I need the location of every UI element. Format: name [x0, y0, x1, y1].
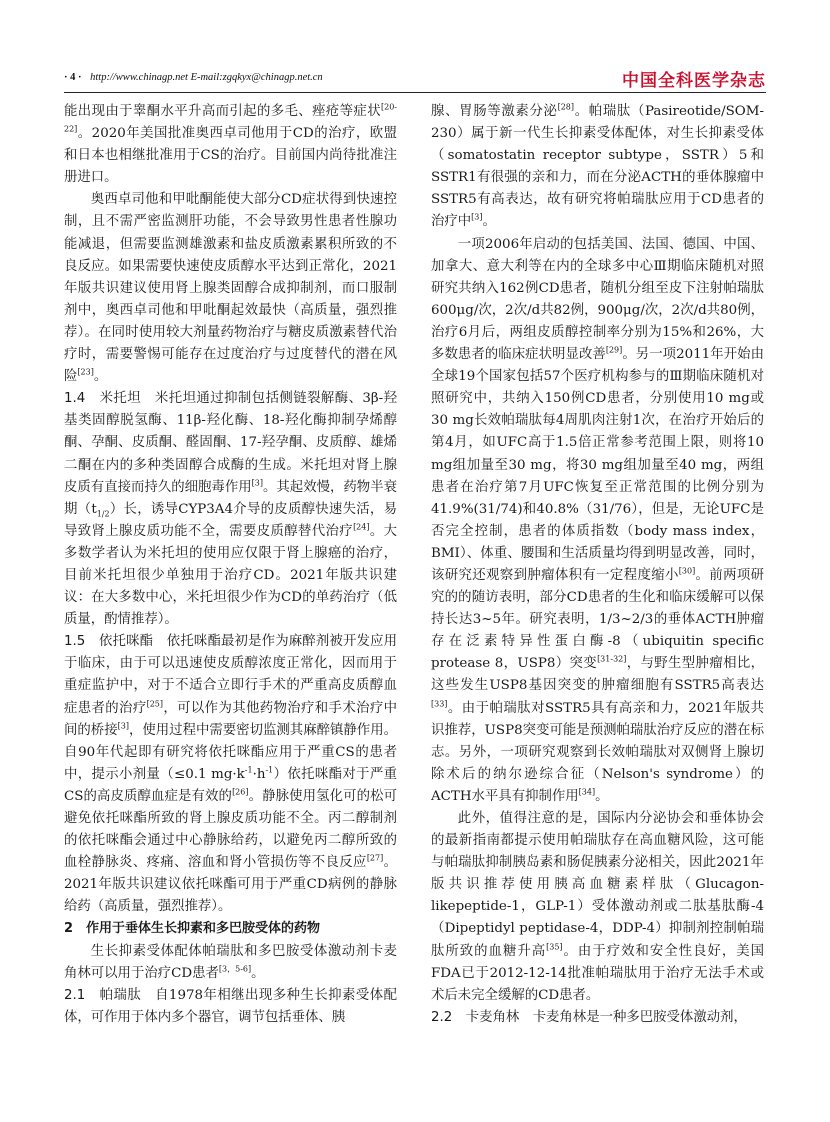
citation: [27] [366, 853, 384, 863]
paragraph: 能出现由于睾酮水平升高而引起的多毛、痤疮等症状[20-22]。2020年美国批准奥西卓司他用于CD的治疗，欧盟和日本也相继批准用于CS的治疗。目前国内尚待批准注册进口。 [64, 102, 397, 186]
section-1-4: 1.4 米托坦 米托坦通过抑制包括侧链裂解酶、3β-羟基类固醇脱氢酶、11β-羟化酶、18-羟化酶抑制孕烯醇酮、孕酮、皮质酮、醛固酮、17-羟孕酮、皮质醇、雄烯二酮在内的多种类固醇合成酶的生成。米托坦对肾上腺皮质有直接而持久的细胞毒作用[3]。其起效慢，药物半衰期$(t_{1/2})$长，诱导CYP3A4介导的皮质醇快速失活，易导致肾上腺皮质功能不全，需要皮质醇替代治疗[24]。大多数学者认为米托坦的使用应仅限于肾上腺癌的治疗，目前米托坦很少单独用于治疗CD。2021年版共识建议：在大多数中心，米托坦很少作为CD的单药治疗（低质量，酌情推荐）。 [64, 391, 398, 628]
section-label: 1.5 依托咪酯 [64, 634, 154, 650]
section-2-2: 2.2 卡麦角林 卡麦角林是一种多巴胺受体激动剂， [431, 1009, 747, 1025]
section-label: 1.4 米托坦 [64, 391, 142, 407]
section-label: 2.1 帕瑞肽 [64, 987, 142, 1003]
journal-url[interactable]: http://www.chinagp.net E-mail:zgqkyx@chinagp.net.cn [90, 72, 323, 83]
section-label: 2.2 卡麦角林 [431, 1009, 520, 1025]
paragraph: 奥西卓司他和甲吡酮能使大部分CD症状得到快速控制，且不需严密监测肝功能，不会导致男性患者性腺功能减退，但需要监测雄激素和盐皮质激素累积所致的不良反应。如果需要快速使皮质醇水平达到正常化，2021年版共识建议使用肾上腺类固醇合成抑制剂，而口服制剂中，奥西卓司他和甲吡酮起效最快（高质量，强烈推荐）。在同时使用较大剂量药物治疗与糖皮质激素替代治疗时，需要警惕可能存在过度治疗与过度替代的潜在风险[23]。 [64, 192, 397, 385]
citation: [3] [251, 478, 263, 488]
citation: [3，5-6] [218, 964, 252, 974]
citation: [28] [557, 102, 575, 112]
left-column [64, 101, 397, 1029]
section-2-heading: 2 作用于垂体生长抑素和多巴胺受体的药物 [64, 921, 321, 937]
citation: [34] [578, 787, 596, 797]
citation: [25] [146, 699, 164, 709]
paragraph: 此外，值得注意的是，国际内分泌协会和垂体协会的最新指南都提示使用帕瑞肽存在高血糖风险，这可能与帕瑞肽抑制胰岛素和肠促胰素分泌相关，因此2021年版共识推荐使用胰高血糖素样肽（Glucagon-likepeptide-1，GLP-1）受体激动剂或二肽基肽酶-4（Dipeptidyl peptidase-4，DDP-4）抑制剂控制帕瑞肽所致的血糖升高[35]。由于疗效和安全性良好，美国FDA已于2012-12-14批准帕瑞肽用于治疗无法手术或术后未完全缓解的CD患者。 [431, 811, 765, 1003]
paragraph: 一项2006年启动的包括美国、法国、德国、中国、加拿大、意大利等在内的全球多中心Ⅲ期临床随机对照研究共纳入162例CD患者，随机分组至皮下注射帕瑞肽600μg/次，2次/d共82例，900μg/次，2次/d共80例，治疗6月后，两组皮质醇控制率分别为15%和26%，大多数患者的临床症状明显改善[29]。另一项2011年开始由全球19个国家包括57个医疗机构参与的Ⅲ期临床随机对照研究中，共纳入150例CD患者，分别使用10 mg或30 mg长效帕瑞肽每4周肌肉注射1次，在治疗开始后的第4月，如UFC高于1.5倍正常参考范围上限，则将10 mg组加量至30 mg，将30 mg组加量至40 mg，两组患者在治疗第7月UFC恢复至正常范围的比例分别为41.9%(31/74)和40.8%（31/76），但是，无论UFC是否完全控制，患者的体质指数（body mass index，BMI）、体重、腰围和生活质量均得到明显改善，同时，该研究还观察到肿瘤体积有一定程度缩小[30]。前两项研究的的随访表明，部分CD患者的生化和临床缓解可以保持长达3~5年。研究表明，1/3~2/3的垂体ACTH肿瘤存在泛素特异性蛋白酶-8（ubiquitin specific protease 8，USP8）突变[31-32]，与野生型肿瘤相比，这些发生USP8基因突变的肿瘤细胞有SSTR5高表达[33]。由于帕瑞肽对SSTR5具有高亲和力，2021年版共识推荐，USP8突变可能是预测帕瑞肽治疗反应的潜在标志。另外，一项研究观察到长效帕瑞肽对双侧肾上腺切除术后的纳尔逊综合征（Nelson's syndrome）的ACTH水平具有抑制作用[34]。 [431, 236, 765, 804]
paragraph: 生长抑素受体配体帕瑞肽和多巴胺受体激动剂卡麦角林可以用于治疗CD患者[3，5-6]。 [64, 943, 397, 981]
right-column [431, 101, 764, 1029]
citation: [3] [117, 721, 129, 731]
header-rule [64, 92, 766, 93]
citation: [24] [353, 522, 370, 532]
journal-name: 中国全科医学杂志 [622, 71, 766, 91]
citation: [26] [232, 787, 249, 797]
paragraph: 腺、胃肠等激素分泌[28]。帕瑞肽（Pasireotide/SOM-230）属于新一代生长抑素受体配体，对生长抑素受体（somatostatin receptor subtype，SSTR）5和SSTR1有很强的亲和力，而在分泌ACTH的垂体腺瘤中SSTR5有高表达，故有研究将帕瑞肽应用于CD患者的治疗中[3]。 [431, 102, 765, 230]
page-number: · 4 · [64, 72, 82, 83]
citation: [33] [431, 699, 448, 709]
citation: [30] [678, 566, 696, 576]
section-2-1: 2.1 帕瑞肽 自1978年相继出现多种生长抑素受体配体，可作用于体内多个器官，调节包括垂体、胰 [64, 987, 398, 1025]
header-left [64, 72, 323, 83]
citation: [3] [471, 213, 483, 222]
citation: [35] [546, 942, 563, 952]
citation: [31-32] [597, 654, 627, 664]
section-1-5: 1.5 依托咪酯 依托咪酯最初是作为麻醉剂被开发应用于临床，由于可以迅速使皮质醇浓度正常化，因而用于重症监护中，对于不适合立即行手术的严重高皮质醇血症患者的治疗[25]，可以作为其他药物治疗和手术治疗中间的桥接[3]，使用过程中需要密切监测其麻醉镇静作用。自90年代起即有研究将依托咪酯应用于严重CS的患者中，提示小剂量（≤0.1 $mg\cdot k^{-1}\cdot h^{-1}$）依托咪酯对于严重CS的高皮质醇血症是有效的[26]。静脉使用氢化可的松可避免依托咪酯所致的肾上腺皮质功能不全。丙二醇制剂的依托咪酯会通过中心静脉给药，以避免丙二醇所致的血栓静脉炎、疼痛、溶血和肾小管损伤等不良反应[27]。2021年版共识建议依托咪酯可用于严重CD病例的静脉给药（高质量，强烈推荐）。 [64, 634, 398, 915]
running-header [64, 66, 766, 92]
citation: [23] [77, 367, 94, 377]
citation: [29] [605, 345, 623, 355]
citation: [20-22] [64, 102, 397, 134]
